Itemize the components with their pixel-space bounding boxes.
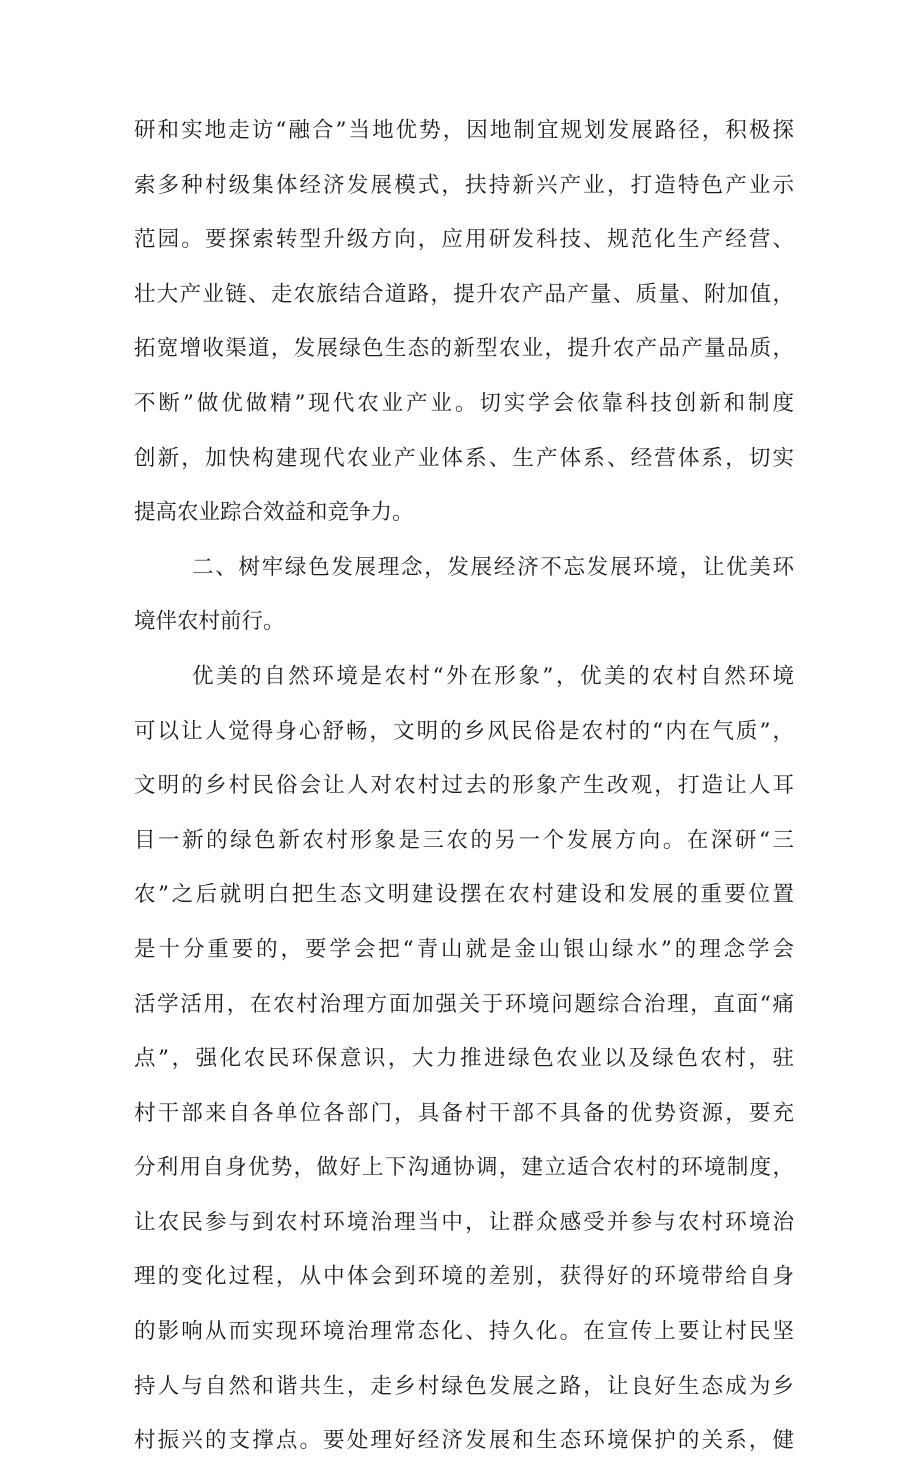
text-line: 拓宽增收渠道，发展绿色生态的新型农业，提升农产品产量品质，: [134, 336, 794, 362]
text-line: 让农民参与到农村环境治理当中，让群众感受并参与农村环境治: [134, 1209, 794, 1235]
text-line: 范园。要探索转型升级方向，应用研发科技、规范化生产经营、: [134, 227, 794, 253]
text-line: 的影响从而实现环境治理常态化、持久化。在宣传上要让村民坚: [134, 1319, 794, 1345]
text-line: 提高农业踪合效益和竞争力。: [134, 500, 414, 526]
text-line: 村干部来自各单位各部门，具备村干部不具备的优势资源，要充: [134, 1100, 794, 1126]
text-line: 不断”做优做精”现代农业产业。切实学会依靠科技创新和制度: [134, 390, 794, 416]
text-line: 持人与自然和谐共生，走乡村绿色发展之路，让良好生态成为乡: [134, 1373, 794, 1399]
text-line: 农”之后就明白把生态文明建设摆在农村建设和发展的重要位置: [134, 882, 794, 908]
text-line: 二、树牢绿色发展理念，发展经济不忘发展环境，让优美环: [192, 554, 794, 580]
text-line: 活学活用，在农村治理方面加强关于环境问题综合治理，直面“痛: [134, 991, 794, 1017]
text-line: 理的变化过程，从中体会到环境的差别，获得好的环境带给自身: [134, 1264, 794, 1290]
text-line: 壮大产业链、走农旅结合道路，提升农产品产量、质量、附加值，: [134, 281, 794, 307]
text-line: 研和实地走访“融合”当地优势，因地制宜规划发展路径，积极探: [134, 118, 794, 143]
text-line: 境伴农村前行。: [134, 609, 285, 635]
text-line: 可以让人觉得身心舒畅，文明的乡风民俗是农村的“内在气质”，: [134, 718, 794, 744]
text-line: 分利用自身优势，做好上下沟通协调，建立适合农村的环境制度，: [134, 1155, 794, 1181]
text-line: 优美的自然环境是农村“外在形象”，优美的农村自然环境: [192, 663, 794, 689]
text-line: 目一新的绿色新农村形象是三农的另一个发展方向。在深研“三: [134, 827, 794, 853]
text-line: 村振兴的支撑点。要处理好经济发展和生态环境保护的关系，健: [134, 1428, 794, 1454]
document-body: [134, 104, 794, 1469]
text-line: 创新，加快构建现代农业产业体系、生产体系、经营体系，切实: [134, 445, 794, 471]
text-line: 索多种村级集体经济发展模式，扶持新兴产业，打造特色产业示: [134, 172, 794, 198]
text-line: 点”，强化农民环保意识，大力推进绿色农业以及绿色农村，驻: [134, 1046, 794, 1072]
text-line: 是十分重要的，要学会把“青山就是金山银山绿水”的理念学会: [134, 936, 794, 962]
text-line: 文明的乡村民俗会让人对农村过去的形象产生改观，打造让人耳: [134, 773, 794, 799]
